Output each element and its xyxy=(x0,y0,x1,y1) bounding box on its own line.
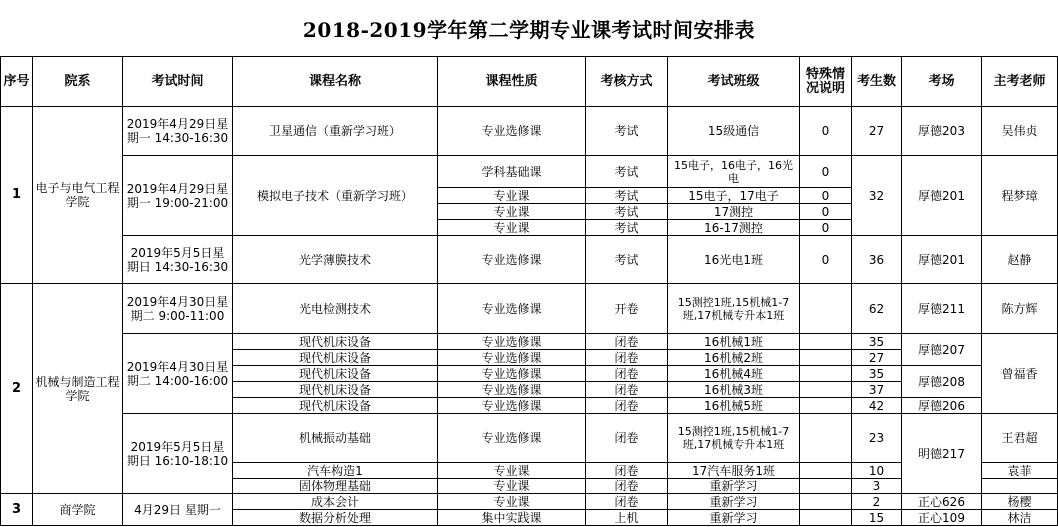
exam-class: 15级通信 xyxy=(668,107,800,156)
student-count: 27 xyxy=(852,350,902,366)
course-name: 模拟电子技术（重新学习班） xyxy=(233,156,438,236)
exam-schedule-table xyxy=(0,56,1058,526)
special-note xyxy=(800,382,852,398)
student-count: 15 xyxy=(852,510,902,526)
course-nature: 学科基础课 xyxy=(438,156,586,188)
student-count: 32 xyxy=(852,156,902,236)
exam-time: 2019年4月29日星期一 19:00-21:00 xyxy=(123,156,233,236)
course-name: 现代机床设备 xyxy=(233,334,438,350)
course-nature: 专业选修课 xyxy=(438,107,586,156)
table-row xyxy=(1,494,1058,510)
student-count: 37 xyxy=(852,382,902,398)
exam-method: 开卷 xyxy=(586,284,668,334)
exam-class: 15电子，16电子，16光电 xyxy=(668,156,800,188)
exam-time: 2019年4月30日星期二 14:00-16:00 xyxy=(123,334,233,414)
exam-method: 闭卷 xyxy=(586,350,668,366)
college-cell: 机械与制造工程学院 xyxy=(33,284,123,494)
course-nature: 专业选修课 xyxy=(438,366,586,382)
student-count: 42 xyxy=(852,398,902,414)
examiner: 杨樱 xyxy=(982,494,1058,510)
exam-class: 17测控 xyxy=(668,204,800,220)
student-count: 3 xyxy=(852,479,902,494)
header-count: 考生数 xyxy=(852,57,902,107)
course-nature: 专业选修课 xyxy=(438,236,586,284)
exam-class: 重新学习 xyxy=(668,510,800,526)
header-no: 序号 xyxy=(1,57,33,107)
exam-method: 闭卷 xyxy=(586,463,668,479)
examiner: 程梦璋 xyxy=(982,156,1058,236)
course-nature: 专业课 xyxy=(438,494,586,510)
exam-room: 厚德208 xyxy=(902,366,982,398)
exam-method: 考试 xyxy=(586,107,668,156)
exam-time: 2019年5月5日星期日 14:30-16:30 xyxy=(123,236,233,284)
course-name: 卫星通信（重新学习班） xyxy=(233,107,438,156)
course-name: 现代机床设备 xyxy=(233,350,438,366)
course-name: 数据分析处理 xyxy=(233,510,438,526)
course-nature: 专业选修课 xyxy=(438,382,586,398)
special-note xyxy=(800,414,852,463)
exam-class: 16光电1班 xyxy=(668,236,800,284)
header-college: 院系 xyxy=(33,57,123,107)
exam-method: 考试 xyxy=(586,188,668,204)
exam-method: 闭卷 xyxy=(586,494,668,510)
exam-room: 厚德211 xyxy=(902,284,982,334)
special-note xyxy=(800,494,852,510)
exam-method: 上机 xyxy=(586,510,668,526)
special-note xyxy=(800,284,852,334)
special-note xyxy=(800,350,852,366)
exam-class: 16机械5班 xyxy=(668,398,800,414)
exam-class: 16-17测控 xyxy=(668,220,800,236)
student-count: 10 xyxy=(852,463,902,479)
exam-room: 厚德201 xyxy=(902,156,982,236)
exam-room: 正心626 xyxy=(902,494,982,510)
exam-method: 考试 xyxy=(586,156,668,188)
special-note xyxy=(800,398,852,414)
exam-time: 2019年5月5日星期日 16:10-18:10 xyxy=(123,414,233,494)
course-name: 光电检测技术 xyxy=(233,284,438,334)
course-nature: 专业课 xyxy=(438,479,586,494)
course-nature: 专业课 xyxy=(438,463,586,479)
course-nature: 专业课 xyxy=(438,188,586,204)
exam-method: 闭卷 xyxy=(586,479,668,494)
special-note: 0 xyxy=(800,107,852,156)
header-nature: 课程性质 xyxy=(438,57,586,107)
exam-class: 16机械1班 xyxy=(668,334,800,350)
college-cell: 商学院 xyxy=(33,494,123,526)
header-row xyxy=(1,57,1058,107)
course-nature: 专业选修课 xyxy=(438,334,586,350)
student-count: 36 xyxy=(852,236,902,284)
header-course: 课程名称 xyxy=(233,57,438,107)
exam-class: 15电子，17电子 xyxy=(668,188,800,204)
group-number: 3 xyxy=(1,494,33,526)
course-nature: 专业选修课 xyxy=(438,414,586,463)
examiner: 陈方辉 xyxy=(982,284,1058,334)
exam-method: 考试 xyxy=(586,220,668,236)
exam-room: 厚德207 xyxy=(902,334,982,366)
course-name: 现代机床设备 xyxy=(233,366,438,382)
table-row xyxy=(1,334,1058,350)
special-note xyxy=(800,510,852,526)
examiner: 王君超 xyxy=(982,414,1058,463)
exam-room: 明德217 xyxy=(902,414,982,494)
course-nature: 专业选修课 xyxy=(438,284,586,334)
header-teacher: 主考老师 xyxy=(982,57,1058,107)
header-class: 考试班级 xyxy=(668,57,800,107)
exam-room: 厚德201 xyxy=(902,236,982,284)
special-note: 0 xyxy=(800,156,852,188)
exam-class: 15测控1班,15机械1-7班,17机械专升本1班 xyxy=(668,414,800,463)
examiner: 赵静 xyxy=(982,236,1058,284)
table-row xyxy=(1,284,1058,334)
exam-method: 闭卷 xyxy=(586,414,668,463)
exam-time: 2019年4月30日星期二 9:00-11:00 xyxy=(123,284,233,334)
exam-method: 闭卷 xyxy=(586,398,668,414)
course-name: 固体物理基础 xyxy=(233,479,438,494)
exam-method: 闭卷 xyxy=(586,366,668,382)
examiner: 袁菲 xyxy=(982,463,1058,479)
examiner: 林洁 xyxy=(982,510,1058,526)
exam-class: 16机械3班 xyxy=(668,382,800,398)
special-note xyxy=(800,366,852,382)
exam-class: 15测控1班,15机械1-7班,17机械专升本1班 xyxy=(668,284,800,334)
exam-time: 2019年4月29日星期一 14:30-16:30 xyxy=(123,107,233,156)
sheet-title: 2018-2019学年第二学期专业课考试时间安排表 xyxy=(302,17,756,42)
exam-time: 4月29日 星期一 xyxy=(123,494,233,526)
course-name: 现代机床设备 xyxy=(233,398,438,414)
exam-method: 闭卷 xyxy=(586,382,668,398)
special-note xyxy=(800,463,852,479)
special-note: 0 xyxy=(800,188,852,204)
student-count: 35 xyxy=(852,366,902,382)
student-count: 62 xyxy=(852,284,902,334)
exam-class: 重新学习 xyxy=(668,479,800,494)
student-count: 23 xyxy=(852,414,902,463)
exam-method: 考试 xyxy=(586,236,668,284)
course-nature: 专业选修课 xyxy=(438,398,586,414)
special-note: 0 xyxy=(800,220,852,236)
college-cell: 电子与电气工程学院 xyxy=(33,107,123,284)
course-name: 机械振动基础 xyxy=(233,414,438,463)
course-name: 汽车构造1 xyxy=(233,463,438,479)
exam-method: 考试 xyxy=(586,204,668,220)
course-nature: 专业选修课 xyxy=(438,350,586,366)
course-name: 光学薄膜技术 xyxy=(233,236,438,284)
group-number: 1 xyxy=(1,107,33,284)
special-note: 0 xyxy=(800,236,852,284)
examiner: 曾福香 xyxy=(982,334,1058,414)
exam-room: 厚德206 xyxy=(902,398,982,414)
course-name: 现代机床设备 xyxy=(233,382,438,398)
exam-class: 重新学习 xyxy=(668,494,800,510)
table-row xyxy=(1,414,1058,463)
examiner xyxy=(982,479,1058,494)
course-nature: 集中实践课 xyxy=(438,510,586,526)
special-note xyxy=(800,479,852,494)
table-row xyxy=(1,107,1058,156)
exam-class: 16机械2班 xyxy=(668,350,800,366)
examiner: 吴伟贞 xyxy=(982,107,1058,156)
exam-room: 厚德203 xyxy=(902,107,982,156)
student-count: 35 xyxy=(852,334,902,350)
header-special: 特殊情况说明 xyxy=(800,57,852,107)
student-count: 2 xyxy=(852,494,902,510)
table-row xyxy=(1,236,1058,284)
special-note xyxy=(800,334,852,350)
student-count: 27 xyxy=(852,107,902,156)
course-nature: 专业课 xyxy=(438,204,586,220)
header-method: 考核方式 xyxy=(586,57,668,107)
header-time: 考试时间 xyxy=(123,57,233,107)
table-row xyxy=(1,156,1058,188)
exam-room: 正心109 xyxy=(902,510,982,526)
exam-class: 16机械4班 xyxy=(668,366,800,382)
course-name: 成本会计 xyxy=(233,494,438,510)
group-number: 2 xyxy=(1,284,33,494)
special-note: 0 xyxy=(800,204,852,220)
exam-class: 17汽车服务1班 xyxy=(668,463,800,479)
course-nature: 专业课 xyxy=(438,220,586,236)
exam-method: 闭卷 xyxy=(586,334,668,350)
header-room: 考场 xyxy=(902,57,982,107)
